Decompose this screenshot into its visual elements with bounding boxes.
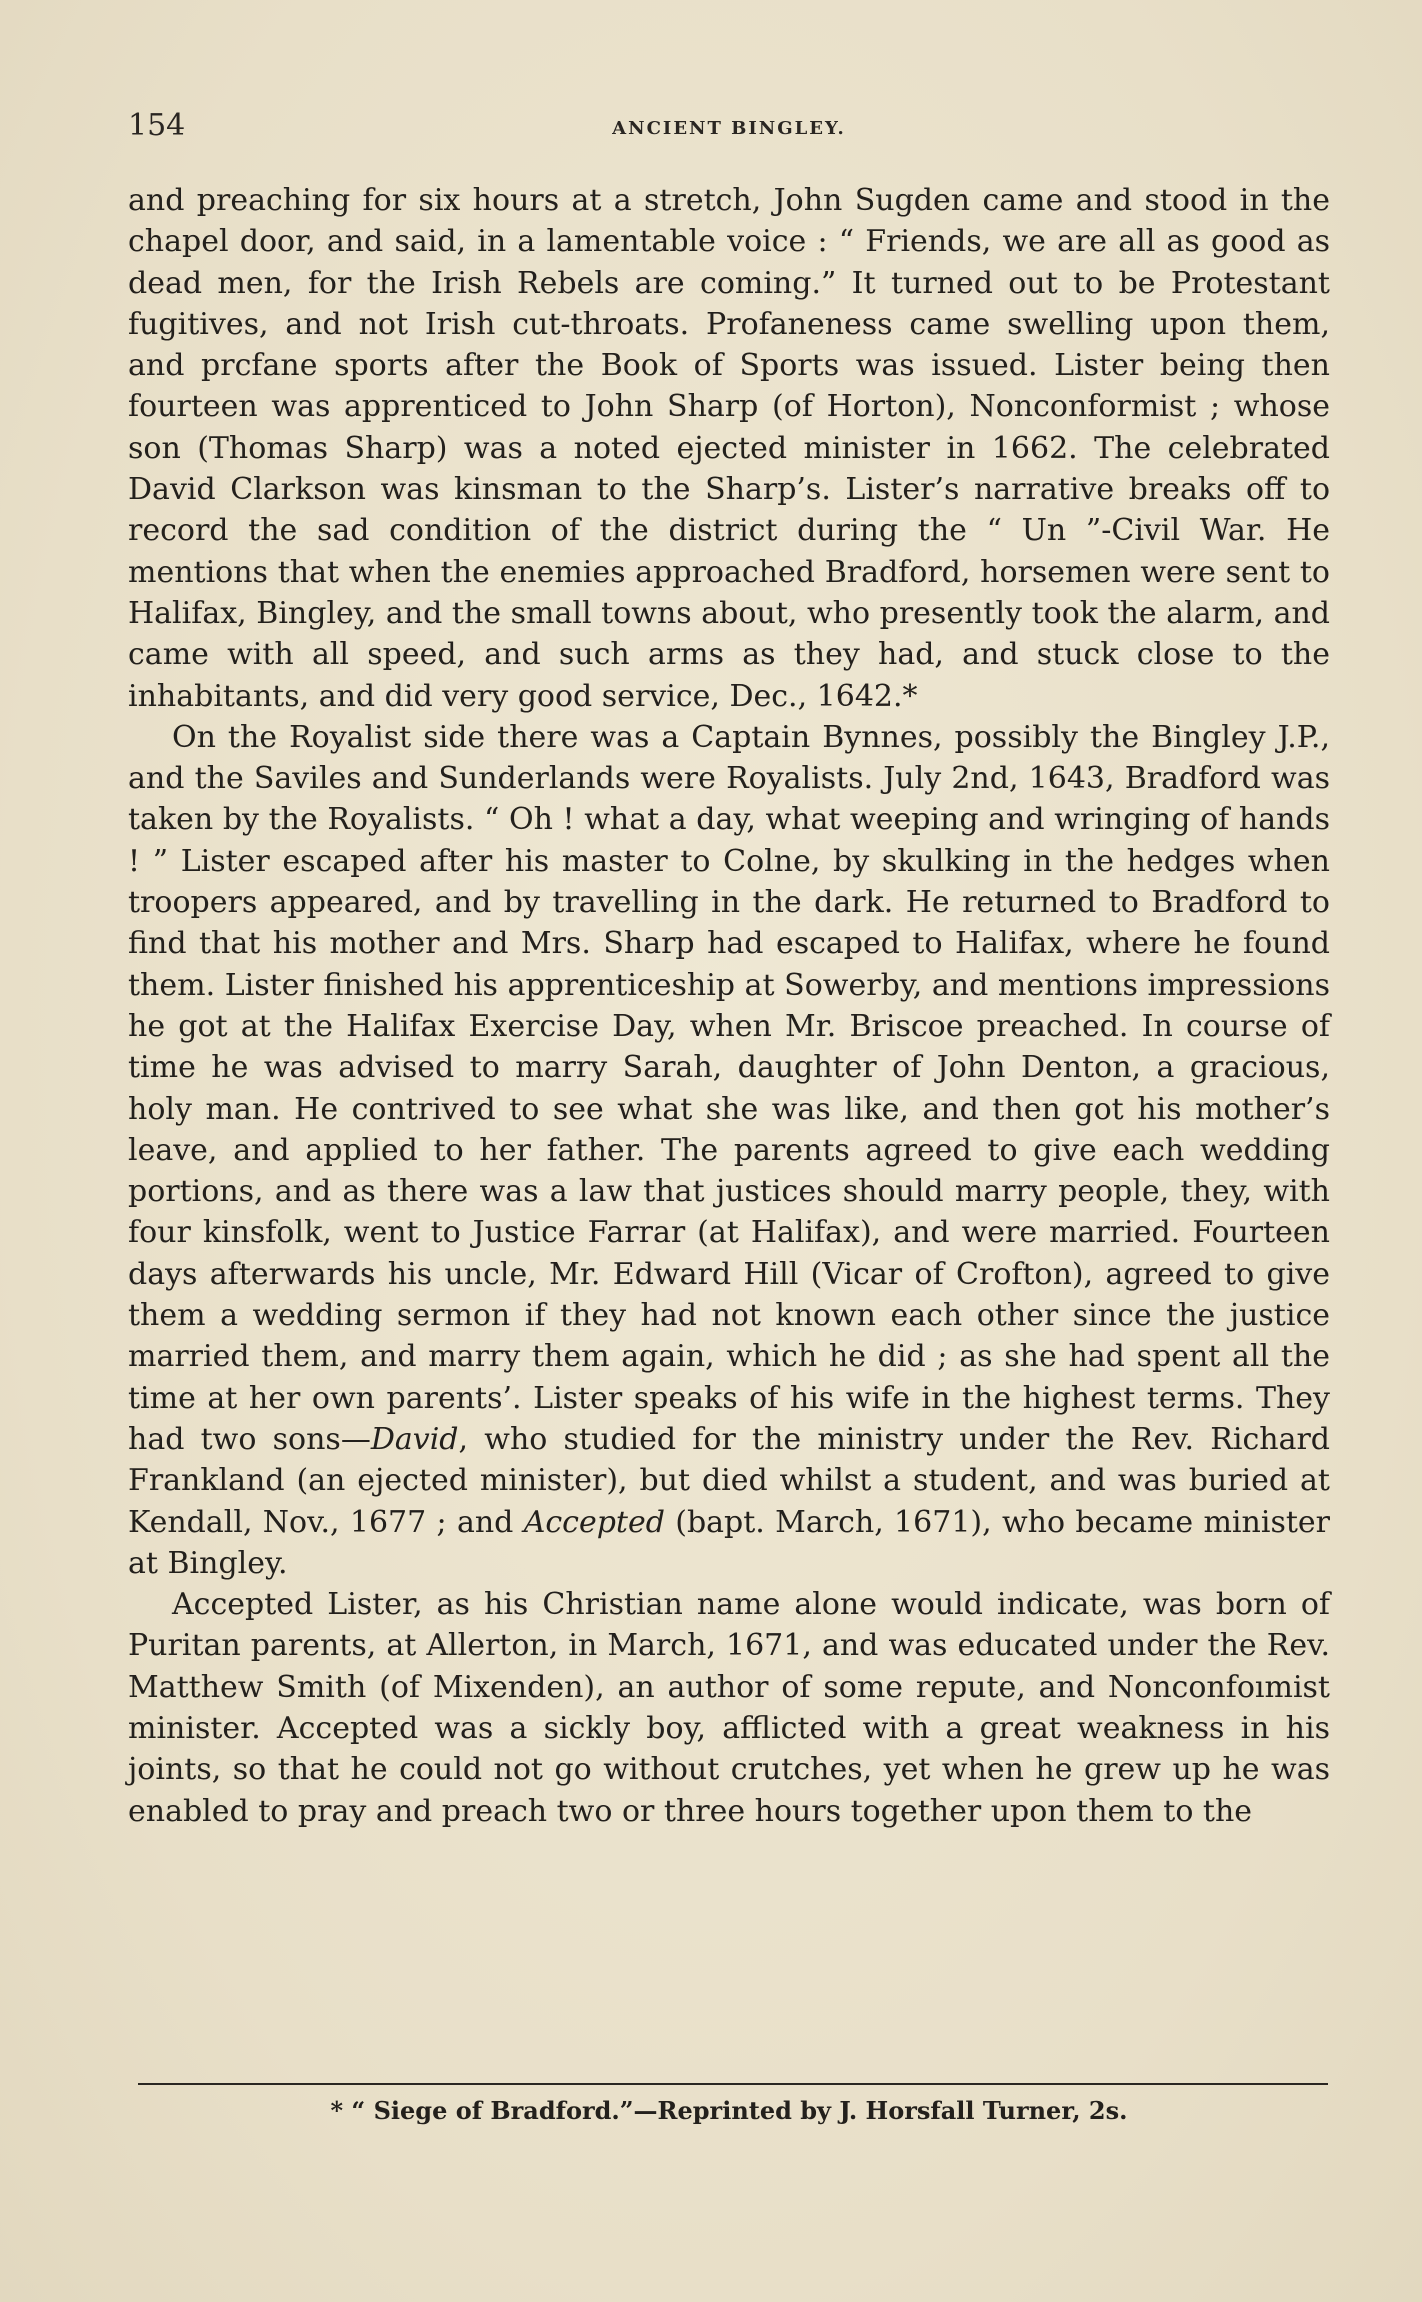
- text-segment: (bapt. March, 1671), who became minister at Bingley.: [128, 1504, 1330, 1581]
- text-segment: and preaching for six hours at a stretch, John Sugden came and stood in the chapel door, and said, in a lamentable voice : “ Friends, we are all as good as dead men, for the Irish Rebels are coming.” It turned out to be Protestant fugitives, and not Irish cut-throats. Profaneness came swelling upon them, and prcfane sports after the Book of Sports was issued. Lister being then fourteen was apprenticed to John Sharp (of Horton), Nonconformist ; whose son (Thomas Sharp) was a noted ejected minister in 1662. The celebrated David Clarkson was kinsman to the Sharp’s. Lister’s narrative breaks off to record the sad condition of the district during the “ Un ”-Civil War. He mentions that when the enemies approached Bradford, horsemen were sent to Halifax, Bingley, and the small towns about, who presently took the alarm, and came with all speed, and such arms as they had, and stuck close to the inhabitants, and did very good service, Dec., 1642.*: [128, 183, 1330, 714]
- running-head: ANCIENT BINGLEY.: [612, 118, 846, 139]
- page-header: [128, 108, 1330, 152]
- text-segment: , who studied for the ministry under the Rev. Richard Frankland (an ejected minister), but died whilst a student, and was buried at Kendall, Nov., 1677 ; and: [128, 1421, 1331, 1540]
- italic-name-david: David: [370, 1421, 459, 1457]
- footnote: * “ Siege of Bradford.”—Reprinted by J. Horsfall Turner, 2s.: [330, 2096, 1128, 2125]
- footnote-divider: [138, 2083, 1328, 2085]
- paragraph-2: [128, 717, 1330, 1584]
- italic-name-accepted: Accepted: [523, 1504, 665, 1540]
- paragraph-3: [128, 1584, 1330, 1832]
- page-number: 154: [128, 108, 186, 143]
- text-segment: On the Royalist side there was a Captain Bynnes, possibly the Bingley J.P., and the Saviles and Sunderlands were Royalists. July 2nd, 1643, Bradford was taken by the Royalists. “ Oh ! what a day, what weeping and wringing of hands ! ” Lister escaped after his master to Colne, by skulking in the hedges when troopers appeared, and by travelling in the dark. He returned to Bradford to find that his mother and Mrs. Sharp had escaped to Halifax, where he found them. Lister finished his apprenticeship at Sowerby, and mentions impressions he got at the Halifax Exercise Day, when Mr. Briscoe preached. In course of time he was advised to marry Sarah, daughter of John Denton, a gracious, holy man. He contrived to see what she was like, and then got his mother’s leave, and applied to her father. The parents agreed to give each wedding portions, and as there was a law that justices should marry people, they, with four kinsfolk, went to Justice Farrar (at Halifax), and were married. Fourteen days afterwards his uncle, Mr. Edward Hill (Vicar of Crofton), agreed to give them a wedding sermon if they had not known each other since the justice married them, and marry them again, which he did ; as she had spent all the time at her own parents’. Lister speaks of his wife in the highest terms. They had two sons—: [128, 719, 1330, 1457]
- text-segment: Accepted Lister, as his Christian name alone would indicate, was born of Puritan parents, at Allerton, in March, 1671, and was educated under the Rev. Matthew Smith (of Mixenden), an author of some repute, and Nonconfoımist minister. Accepted was a sickly boy, afflicted with a great weakness in his joints, so that he could not go without crutches, yet when he grew up he was enabled to pray and preach two or three hours together upon them to the: [128, 1587, 1330, 1829]
- body-text: [128, 180, 1330, 1832]
- paragraph-1: [128, 180, 1330, 717]
